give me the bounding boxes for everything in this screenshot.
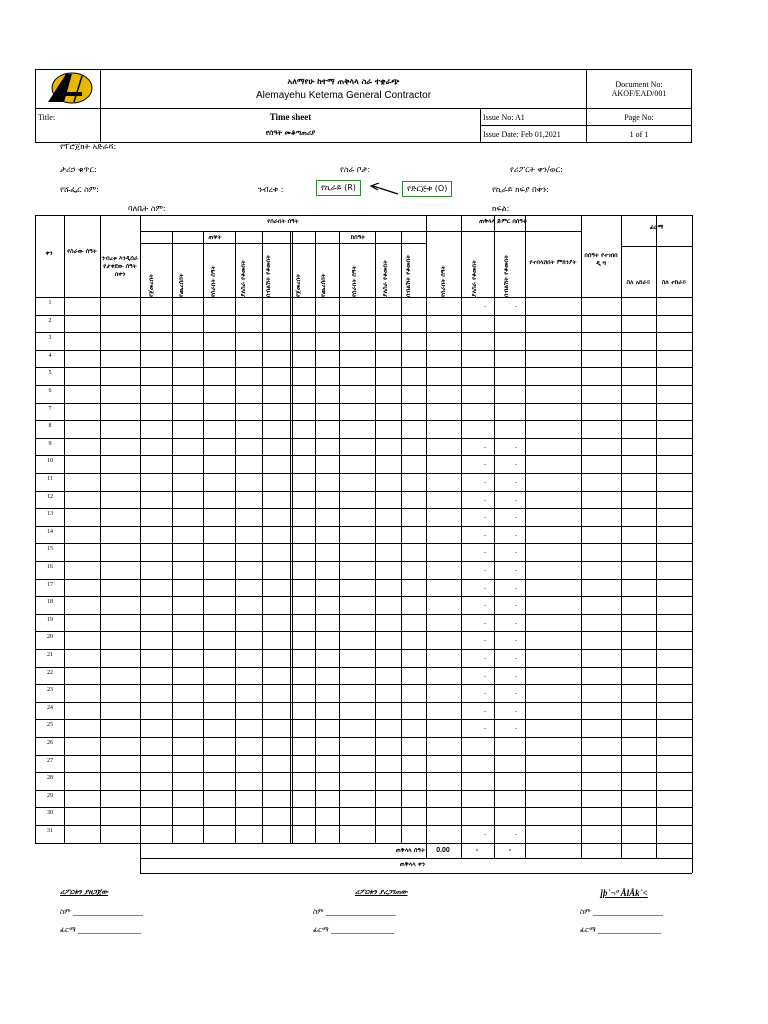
row-number: 27 (47, 757, 53, 764)
checked-by-title: ሪፖርቱን ያረጋገጠው (355, 888, 408, 896)
page-no-value: 1 of 1 (587, 126, 692, 143)
table-row-line (35, 350, 692, 351)
total-idle-value: - (475, 847, 479, 854)
company-logo-cell (36, 70, 101, 109)
total-dash: - (484, 480, 486, 486)
row-number: 22 (47, 669, 53, 676)
afternoon-worked-header: የሰራበት ሰዓት (351, 265, 358, 297)
table-row-line (35, 737, 692, 738)
row-number: 2 (48, 317, 52, 324)
work-place-label: የስራ ቦታ: (340, 165, 371, 174)
timesheet-table (35, 215, 692, 873)
company-logo-icon (38, 70, 94, 106)
total-group-divider (426, 231, 581, 232)
project-address-label: የፕሮጀክት አድራሻ: (60, 142, 117, 151)
total-dash: - (484, 497, 486, 504)
sign-group-divider (621, 246, 692, 247)
table-row-line (35, 455, 692, 456)
grid-vline (525, 215, 526, 843)
grid-vline (494, 843, 495, 858)
total-dash: - (515, 832, 517, 838)
row-number: 8 (48, 423, 52, 430)
total-dash: - (515, 550, 517, 557)
table-row-line (35, 473, 692, 474)
total-dash: - (515, 726, 517, 733)
grid-vline (581, 843, 582, 858)
total-dash: - (515, 691, 517, 698)
grid-vline (315, 231, 316, 843)
sub-afternoon-header: ከሰዓት (350, 234, 366, 241)
worker-name-label: የሹፌር ስም: (60, 185, 99, 194)
row-number: 5 (48, 370, 52, 377)
col-fuel-header: በሰዓት የተገበበ ዲ ግ (584, 252, 618, 267)
total-dash: - (484, 708, 486, 715)
row-number: 1 (48, 300, 52, 306)
table-row-line (35, 667, 692, 668)
checked-by-name[interactable]: ስም ____________________ (313, 908, 396, 916)
row-number: 23 (47, 687, 53, 694)
grid-vline (426, 215, 427, 843)
table-row-line (35, 579, 692, 580)
row-number: 31 (47, 828, 53, 834)
total-dash: - (515, 568, 517, 574)
morning-worked-header: የሰራበት ሰዓት (210, 265, 217, 297)
page-no-label: Page No: (587, 109, 692, 126)
table-row-line (35, 596, 692, 597)
total-dash: - (484, 603, 486, 610)
total-dash: - (484, 304, 486, 310)
document-header (35, 69, 692, 141)
owner-name-label: ባለቤት ስም: (128, 204, 166, 213)
issue-number: Issue No: A1 (481, 109, 587, 126)
grid-vline (290, 231, 291, 843)
total-dash: - (515, 638, 517, 645)
total-dash: - (484, 444, 486, 451)
total-dash: - (515, 480, 517, 486)
group-worked-header: የሰራበት ሰዓት (267, 218, 299, 225)
title-label: Title: (36, 109, 101, 126)
total-days-label: ጠቅላላ ቀን (399, 861, 425, 868)
total-dash: - (484, 673, 486, 680)
total-dash: - (515, 515, 517, 522)
row-number: 10 (47, 458, 53, 465)
row-number: 26 (47, 740, 53, 746)
company-name-cell (101, 70, 587, 109)
table-row-line (35, 561, 692, 562)
type-rent-box[interactable]: የኪራይ (R) (316, 180, 361, 196)
grid-vline (656, 843, 657, 858)
prepared-by-signature[interactable]: ፊርማ __________________ (60, 926, 142, 934)
row-number: 24 (47, 704, 53, 711)
col-reason-header: የተበላሸበት ምክንያት (529, 259, 577, 266)
afternoon-breakdown-header: በብልሽት የቆመበት (405, 254, 412, 297)
approved-by-signature[interactable]: ፊርማ __________________ (580, 926, 662, 934)
row-number: 21 (47, 652, 53, 658)
sub-morning-header: ጠዋት (208, 234, 222, 241)
afternoon-idle-header: ያለስራ የቆመበት (382, 259, 389, 297)
total-dash: - (484, 462, 486, 469)
row-number: 6 (48, 388, 52, 394)
grid-vline (140, 215, 141, 843)
totals-bottom-border (140, 873, 692, 874)
table-row-line (35, 491, 692, 492)
total-dash: - (515, 462, 517, 469)
payment-label: ክፍል: (492, 204, 510, 213)
table-row-line (35, 755, 692, 756)
grid-vline (172, 231, 173, 843)
total-idle-header: ያለስራ የቆመበት (471, 259, 478, 297)
group-total-header: ጠቅላላ ድምር በሰዓት (479, 218, 527, 225)
grid-vline (401, 231, 402, 843)
sign-lessee-header: ስለ ተከራይ (661, 279, 687, 286)
total-dash: - (515, 304, 517, 310)
row-number: 25 (47, 722, 53, 729)
col-worktime-header: የስራው ሰዓት (67, 248, 97, 255)
row-number: 3 (48, 335, 52, 342)
col-plan-header: ንብረቱ እንዲሰራ የታቀደው ሰዓት በቀን (101, 255, 139, 278)
total-dash: - (484, 620, 486, 627)
table-row-line (35, 420, 692, 421)
row-number: 30 (47, 810, 53, 817)
company-name-amharic: አለማየሁ ከተማ ጠቅላላ ስራ ተቋራጭ (287, 77, 400, 86)
date-label: ታሪኃ ቁጥር: (60, 165, 97, 174)
total-hours-value: 0.00 (436, 847, 450, 854)
table-row-line (35, 403, 692, 404)
total-dash: - (515, 620, 517, 627)
table-row-line (35, 315, 692, 316)
issue-date: Issue Date: Feb 01,2021 (481, 126, 587, 143)
row-number: 28 (47, 775, 53, 782)
total-breakdown-value: - (508, 847, 512, 854)
type-label: ንብረቱ : (258, 185, 284, 194)
table-row-line (35, 332, 692, 333)
grid-vline (525, 843, 526, 858)
morning-end-header: የጨረሰበት (178, 273, 185, 297)
total-dash: - (484, 515, 486, 522)
table-row-line (35, 438, 692, 439)
total-dash: - (515, 673, 517, 680)
prepared-by-name[interactable]: ስም ____________________ (60, 908, 143, 916)
row-number: 19 (47, 616, 53, 623)
table-row-line (35, 790, 692, 791)
grid-vline (621, 215, 622, 843)
row-number: 13 (47, 511, 53, 518)
total-dash: - (515, 603, 517, 610)
total-dash: - (484, 532, 486, 539)
afternoon-start-header: የጀመረበት (295, 273, 302, 297)
total-hours-label: ጠቅላላ ሰዓት (395, 847, 425, 854)
total-dash: - (515, 656, 517, 662)
grid-vline (262, 231, 263, 843)
table-row-line (35, 631, 692, 632)
total-dash: - (515, 444, 517, 451)
morning-breakdown-header: በብልሽት የቆመበት (265, 254, 272, 297)
total-dash: - (484, 691, 486, 698)
table-row-line (35, 719, 692, 720)
table-row-line (35, 614, 692, 615)
col-day-header: ቀን (45, 250, 53, 257)
total-dash: - (515, 708, 517, 715)
table-row-line (35, 702, 692, 703)
grid-vline (494, 215, 495, 843)
morning-start-header: የጀመረበት (148, 273, 155, 297)
totals-divider (140, 858, 692, 859)
total-dash: - (484, 656, 486, 662)
grid-vline (461, 843, 462, 858)
table-row-line (35, 385, 692, 386)
total-dash: - (515, 497, 517, 504)
total-dash: - (484, 726, 486, 733)
total-dash: - (484, 638, 486, 645)
grid-vline (461, 215, 462, 843)
table-top-border (35, 215, 692, 216)
rent-per-day-label: የኪራይ ክፍያ በቀን: (492, 185, 549, 194)
total-dash: - (515, 532, 517, 539)
row-number: 14 (47, 528, 53, 535)
table-row-line (35, 772, 692, 773)
grid-vline (339, 231, 340, 843)
row-number: 12 (47, 493, 53, 500)
grid-vline (656, 215, 657, 843)
total-dash: - (484, 832, 486, 838)
table-row-line (35, 367, 692, 368)
worked-group-divider (140, 231, 426, 232)
row-number: 16 (47, 564, 53, 570)
grid-vline (426, 843, 427, 858)
grid-vline (292, 231, 293, 843)
grid-vline (235, 231, 236, 843)
table-row-line (35, 684, 692, 685)
row-number: 9 (48, 440, 52, 447)
row-number: 15 (47, 546, 53, 553)
table-row-line (35, 508, 692, 509)
row-number: 18 (47, 599, 53, 606)
table-row-line (35, 543, 692, 544)
total-dash: - (484, 568, 486, 574)
row-number: 11 (47, 476, 53, 482)
table-row-line (35, 807, 692, 808)
table-row-line (35, 843, 692, 844)
report-day-label: የሪፖርት ቀን/ወር: (510, 165, 563, 174)
row-number: 29 (47, 792, 53, 799)
header-bottom-border (35, 297, 692, 298)
table-right-border (692, 215, 693, 873)
grid-vline (621, 843, 622, 858)
grid-vline (581, 215, 582, 843)
row-number: 7 (48, 405, 52, 412)
checked-by-signature[interactable]: ፊርማ __________________ (313, 926, 395, 934)
title-amharic: የሰዓት መቆጣጠሪያ (101, 126, 481, 143)
total-dash: - (515, 585, 517, 592)
afternoon-end-header: የጨረሰበት (320, 273, 327, 297)
grid-vline (375, 231, 376, 843)
sub-group-divider (140, 243, 426, 244)
title-english: Time sheet (101, 109, 481, 126)
total-worked-header: የሰራበት ሰዓት (440, 265, 447, 297)
company-name-english: Alemayehu Ketema General Contractor (255, 90, 432, 101)
row-number: 17 (47, 581, 53, 588)
prepared-by-title: ሪፖርቱን ያዘጋጀው (60, 888, 109, 896)
approved-by-name[interactable]: ስም ____________________ (580, 908, 663, 916)
row-number: 20 (47, 634, 53, 641)
type-own-box[interactable]: የድርጅቱ (O) (402, 181, 452, 197)
grid-vline (100, 215, 101, 843)
table-row-line (35, 526, 692, 527)
total-breakdown-header: በብልሽት የቆመበት (503, 254, 510, 297)
total-dash: - (484, 585, 486, 592)
sign-lessor-header: ስለ አከራይ (626, 279, 651, 286)
grid-vline (203, 231, 204, 843)
arrow-left-icon (368, 182, 400, 196)
group-sign-header: ፊርማ (649, 224, 664, 231)
document-number: Document No: AKOF/EAD/001 (587, 70, 692, 109)
approved-by-title: ]þ`¬ª ÅlÅk`< (600, 888, 648, 898)
row-number: 4 (48, 352, 52, 359)
table-row-line (35, 825, 692, 826)
total-dash: - (484, 550, 486, 557)
table-row-line (35, 649, 692, 650)
morning-idle-header: ያለስራ የቆመበት (240, 259, 247, 297)
